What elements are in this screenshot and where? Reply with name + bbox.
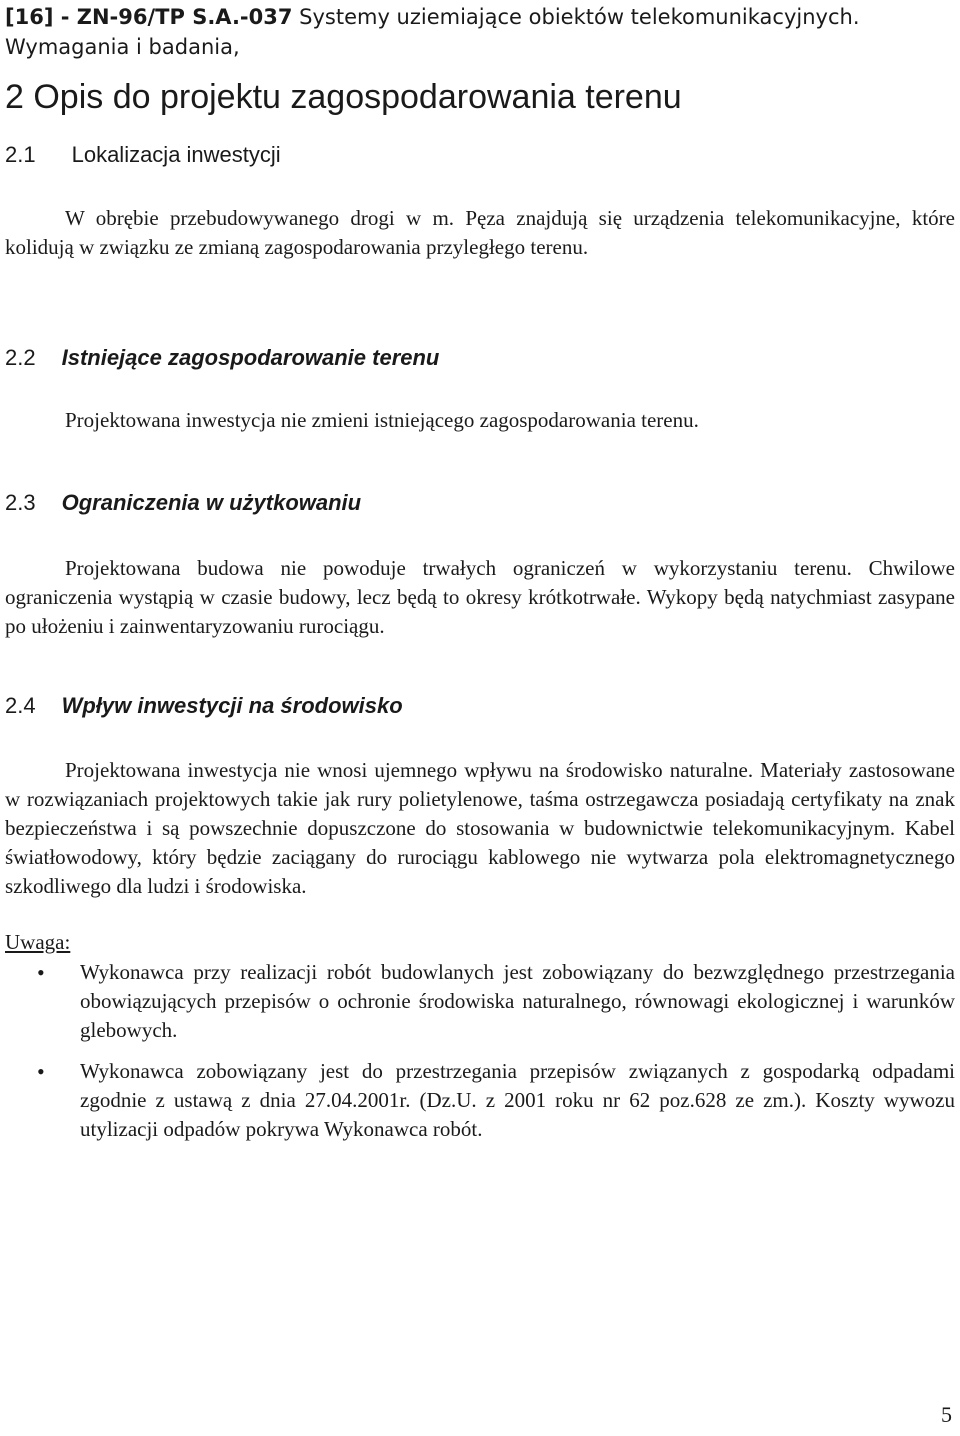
reference-header: [5, 2, 955, 62]
chapter-title: 2 Opis do projektu zagospodarowania terenu: [5, 78, 682, 116]
section-2-1-heading: [5, 140, 281, 170]
reference-code: [16] - ZN-96/TP S.A.-037: [5, 5, 293, 29]
list-item: [0, 1057, 955, 1144]
note-label: Uwaga:: [5, 930, 71, 954]
section-title: Istniejące zagospodarowanie terenu: [61, 345, 440, 370]
section-title: Wpływ inwestycji na środowisko: [61, 693, 403, 718]
section-2-2-paragraph: Projektowana inwestycja nie zmieni istniejącego zagospodarowania terenu.: [65, 408, 699, 432]
requirements-list: [0, 958, 955, 1156]
page-number: 5: [941, 1402, 952, 1427]
section-number: 2.3: [5, 490, 36, 515]
section-2-1-paragraph: W obrębie przebudowywanego drogi w m. Pęza znajdują się urządzenia telekomunikacyjne, które kolidują w związku ze zmianą zagospodarowania przyległego terenu.: [5, 206, 955, 259]
section-number: 2.4: [5, 693, 36, 718]
bullet-icon: •: [37, 1059, 45, 1084]
section-number: 2.1: [5, 142, 36, 167]
reference-title: Systemy uziemiające obiektów telekomunikacyjnych. Wymagania i badania,: [5, 5, 860, 59]
section-title: Lokalizacja inwestycji: [71, 142, 281, 167]
list-item: [0, 958, 955, 1045]
list-item-text: Wykonawca zobowiązany jest do przestrzegania przepisów związanych z gospodarką odpadami zgodnie z ustawą z dnia 27.04.2001r. (Dz.U. z 2001 roku nr 62 poz.628 ze zm.). Koszty wywozu utylizacji odpadów pokrywa Wykonawca robót.: [80, 1059, 955, 1141]
section-number: 2.2: [5, 345, 36, 370]
section-2-4-paragraph: Projektowana inwestycja nie wnosi ujemnego wpływu na środowisko naturalne. Materiały zastosowane w rozwiązaniach projektowych takie jak rury polietylenowe, taśma ostrzegawcza posiadają certyfikaty na znak bezpieczeństwa i są powszechnie dopuszczone do stosowania w budownictwie telekomunikacyjnym. Kabel światłowodowy, który będzie zaciągany do rurociągu kablowego nie wytwarza pola elektromagnetycznego szkodliwego dla ludzi i środowiska.: [5, 758, 955, 898]
bullet-icon: •: [37, 960, 45, 985]
section-2-2-heading: [5, 343, 439, 373]
list-item-text: Wykonawca przy realizacji robót budowlanych jest zobowiązany do bezwzględnego przestrzegania obowiązujących przepisów o ochronie środowiska naturalnego, równowagi ekologicznej i warunków glebowych.: [80, 960, 955, 1042]
section-2-4-heading: [5, 691, 403, 721]
section-2-3-paragraph: Projektowana budowa nie powoduje trwałych ograniczeń w wykorzystaniu terenu. Chwilowe ograniczenia wystąpią w czasie budowy, lecz będą to okresy krótkotrwałe. Wykopy będą natychmiast zasypane po ułożeniu i zainwentaryzowaniu rurociągu.: [5, 556, 955, 638]
section-2-3-heading: [5, 488, 361, 518]
section-title: Ograniczenia w użytkowaniu: [61, 490, 362, 515]
